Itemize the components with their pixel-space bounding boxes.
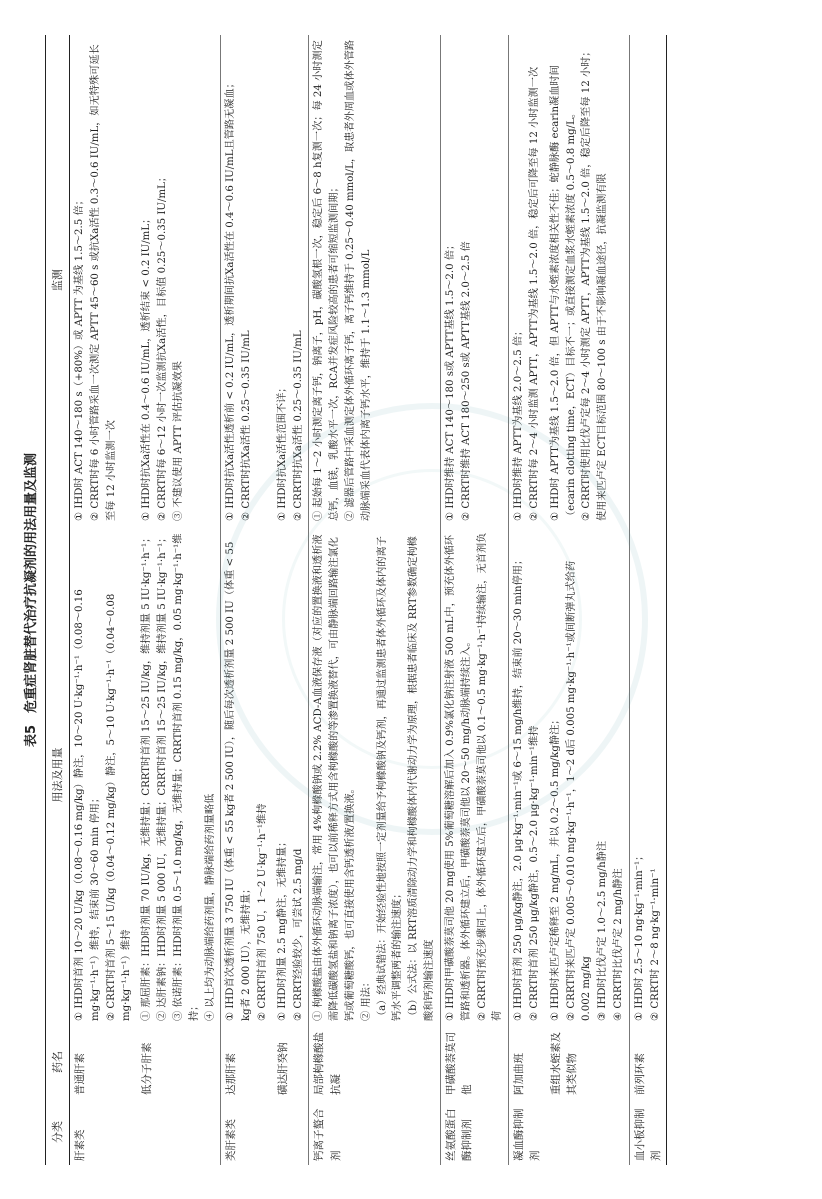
monitoring-line: ① 起始每 1～2 小时测定离子钙，钠离子，pH，碳酸氢根一次，稳定后 6～8 h复测一次；每 24 小时测定总钙，血镁，乳酸水平一次，RCA并发症风险较高的患者可缩短监测间期； [313, 40, 341, 521]
monitoring-cell [629, 35, 667, 525]
drug-category: 凝血酶抑制剂 [509, 1099, 546, 1165]
monitoring-line: ② CRRT时每 6～12 小时一次监测抗Xa活性，目标值 0.25～0.35 IU/mL； [157, 171, 169, 521]
usage-line: ② CRRT时预充步骤同上，体外循环建立后，甲磺酸萘莫司他以 0.1～0.5 mg·kg⁻¹·h⁻¹持续输注，无首剂负荷 [476, 532, 504, 1021]
table-caption [20, 35, 39, 1165]
monitoring-line: ② CRRT时抗Xa活性 0.25～0.35 IU/mL [241, 330, 253, 521]
usage-line: ① IHD时甲磺酸萘莫司他 20 mg使用 5%葡萄糖溶解后加入 0.9%氯化钠注射液 500 mL中，预充体外循环管路和透析器。体外循环建立后，甲磺酸萘莫司他以 20～50 mg/h动脉端持续注入。 [444, 535, 472, 1021]
usage-line: ② CRRT时 2～8 ng·kg⁻¹·min⁻¹ [649, 868, 661, 1021]
table-body [70, 35, 667, 1165]
table-row [137, 35, 221, 1165]
table-caption-title: 危重症肾脏替代治疗抗凝剂的用法用量及监测 [24, 452, 39, 713]
usage-line: ① IHD时首剂 250 μg/kg静注，2.0 μg·kg⁻¹·min⁻¹或 6～15 mg/h维持，结束前 20～30 min停用； [513, 554, 525, 1021]
monitoring-line: ③ 不建议使用 APTT 评估抗凝效果 [172, 361, 184, 521]
usage-line: （a）经典试错法：开始经验性地按照一定剂量给予枸橼酸钠及钙剂，再通过监测患者体外循环及体内的离子钙水平调整两者的输注速度； [376, 536, 404, 1021]
usage-line: ① IHD首次透析剂量 3 750 IU（体重 < 55 kg者 2 500 IU），随后每次透析剂量 2 500 IU（体重 < 55 kg者 2 000 IU），无维持量； [225, 541, 253, 1021]
table-row [509, 35, 546, 1165]
monitoring-cell [509, 35, 546, 525]
drug-category [546, 1099, 630, 1165]
table-row [70, 35, 138, 1165]
usage-line: ④ 以上均为动脉端给药剂量，静脉端给药剂量略低 [204, 793, 216, 1021]
usage-cell [309, 525, 441, 1025]
usage-line: ① IHD时 2.5～10 ng·kg⁻¹·min⁻¹； [633, 850, 645, 1021]
header-category: 分类 [46, 1099, 70, 1165]
monitoring-cell [440, 35, 508, 525]
usage-cell [70, 525, 138, 1025]
usage-line: ② CRRT时来匹卢定 0.005～0.010 mg·kg⁻¹·h⁻¹，1～2 d后 0.005 mg·kg⁻¹·h⁻¹或间断弹丸式给药 0.002 mg/kg [565, 560, 593, 1021]
monitoring-line: ② CRRT时每 6 小时管路采血一次测定 APTT 45～60 s 或抗Xa活性 0.3～0.6 IU/mL，如无特殊可延长至每 12 小时监测一次 [89, 44, 117, 521]
usage-line: ① IHD时剂量 2.5 mg静注，无维持量； [276, 836, 288, 1021]
monitoring-cell [137, 35, 221, 525]
drug-category [137, 1099, 221, 1165]
monitoring-line: ① IHD时抗Xa活性范围不详； [276, 382, 288, 521]
table-caption-number: 表5 [24, 724, 39, 748]
usage-line: ③ 依诺肝素：IHD时剂量 0.5～1.0 mg/kg，无维持量；CRRT时首剂 0.15 mg/kg，0.05 mg·kg⁻¹·h⁻¹维持； [172, 533, 200, 1021]
table-row [440, 35, 508, 1165]
usage-line: （b）公式法：以 RRT溶质清除动力学和枸橼酸体内代谢动力学为原理，根据患者临床及 RRT参数确定枸橼酸和钙剂输注速度 [408, 536, 436, 1021]
drug-name: 甲磺酸萘莫司他 [440, 1025, 508, 1099]
drug-category: 类肝素类 [221, 1099, 273, 1165]
usage-line: ① IHD时首剂 10～20 U/kg（0.08～0.16 mg/kg）静注，10～20 U·kg⁻¹·h⁻¹（0.08～0.16 mg·kg⁻¹·h⁻¹）维持，结束前 30～60 min 停用； [74, 589, 101, 1021]
usage-cell [221, 525, 273, 1025]
usage-line: ① 枸橼酸盐由体外循环动脉端输注，常用 4%枸橼酸钠或 2.2% ACD-A血液保存液（对应的置换液和透析液需降低碳酸氢盐和钠离子浓度），也可以前稀释方式用含枸橼酸的等渗置换液替代，可由静脉端回路输注氯化钙或葡萄糖酸钙，也可直接使用含钙透析液/置换液。 [313, 534, 357, 1021]
monitoring-line: ① IHD时 ACT 140～180 s（+80%）或 APTT 为基线 1.5～2.5 倍； [74, 195, 86, 521]
usage-cell [273, 525, 309, 1025]
drug-name: 磺达肝癸钠 [276, 1042, 289, 1095]
table-header-row [46, 35, 70, 1165]
monitoring-line: ① IHD时维持 ACT 140～180 s或 APTT基线 1.5～2.0 倍； [444, 239, 456, 521]
monitoring-line: ② CRRT时使用比伐卢定每 2～4 小时测定 APTT，APTT为基线 1.5～2.0 倍，稳定后降至每 12 小时；使用来匹卢定 ECT目标范围 80～100 s 由于不影响凝血途径，抗凝监测有限 [581, 46, 609, 521]
table-row [309, 35, 441, 1165]
drug-name: 低分子肝素 [141, 1042, 154, 1095]
usage-line: ② CRRT时首剂 5～15 U/kg（0.04～0.12 mg/kg）静注，5～10 U·kg⁻¹·h⁻¹（0.04～0.08 mg·kg⁻¹·h⁻¹）维持 [105, 593, 133, 1021]
anticoagulant-table [45, 35, 667, 1165]
usage-cell [509, 525, 546, 1025]
usage-line: ② CRRT经验较少，可尝试 2.5 mg/d [292, 848, 304, 1021]
monitoring-line: ① IHD时 APTT为基线 1.5～2.0 倍，但 APTT与水蛭素浓度相关性不佳；蛇静脉酶 ecarin凝血时间（ecarin clotting time，ECT）目标不一；或直接测定血浆水蛭素浓度 0.5～0.8 mg/L。 [549, 65, 577, 521]
drug-category: 血小板抑制剂 [629, 1099, 667, 1165]
usage-line: ① IHD时来匹卢定稀释至 2 mg/mL，并以 0.2～0.5 mg/kg静注； [549, 714, 561, 1021]
drug-category: 钙离子螯合剂 [309, 1099, 441, 1165]
usage-line: ④ CRRT时比伐卢定 2 mg/h静注 [612, 868, 624, 1021]
monitoring-cell [309, 35, 441, 525]
table-row [629, 35, 667, 1165]
drug-name: 普通肝素 [74, 1053, 87, 1095]
monitoring-line: ② 滤器后管路中采血测定体外循环离子钙，离子钙维持于 0.25～0.40 mmol/L，取患者外周血或体外管路动脉端采血代表体内离子钙水平，维持于 1.1～1.3 mmol/L [345, 39, 372, 521]
drug-name: 前列环素 [629, 1025, 667, 1099]
header-usage: 用法及用量 [46, 525, 70, 1025]
monitoring-line: ② CRRT时维持 ACT 180～250 s或 APTT基线 2.0～2.5 倍 [460, 241, 472, 521]
monitoring-cell [221, 35, 273, 525]
monitoring-cell [70, 35, 138, 525]
monitoring-line: ② CRRT时抗Xa活性 0.25～0.35 IU/mL [292, 330, 304, 521]
drug-category: 丝氨酸蛋白酶抑制剂 [440, 1099, 508, 1165]
drug-name: 局部枸橼酸盐抗凝 [309, 1025, 441, 1099]
monitoring-cell [273, 35, 309, 525]
monitoring-cell [546, 35, 630, 525]
usage-cell [546, 525, 630, 1025]
usage-line: ② CRRT时首剂 250 μg/kg静注，0.5～2.0 μg·kg⁻¹·min⁻¹维持 [528, 725, 540, 1021]
drug-name: 重组水蛭素及其类似物 [549, 1032, 578, 1095]
usage-line: ② CRRT时首剂 750 U，1～2 U·kg⁻¹·h⁻¹维持 [256, 803, 268, 1021]
table-row [273, 35, 309, 1165]
drug-name: 阿加曲班 [509, 1025, 546, 1099]
drug-category: 肝素类 [74, 1129, 87, 1161]
usage-cell [137, 525, 221, 1025]
monitoring-line: ① IHD时抗Xa活性在 0.4～0.6 IU/mL，透析结束 < 0.2 IU/mL； [141, 213, 153, 521]
monitoring-line: ② CRRT时每 2～4 小时监测 APTT，APTT为基线 1.5～2.0 倍，稳定后可降至每 12 小时监测一次 [528, 66, 540, 521]
rotated-table-wrapper [16, 35, 806, 1165]
usage-cell [629, 525, 667, 1025]
table-row [546, 35, 630, 1165]
drug-category [273, 1099, 309, 1165]
usage-line: ③ IHD时比伐卢定 1.0～2.5 mg/h静注 [597, 840, 609, 1021]
table-row [221, 35, 273, 1165]
usage-cell [440, 525, 508, 1025]
usage-line: ② 达肝素钠：IHD时剂量 5 000 IU，无维持量；CRRT时首剂 15～25 IU/kg，维持剂量 5 IU·kg⁻¹·h⁻¹； [157, 532, 169, 1021]
header-monitoring: 监测 [46, 35, 70, 525]
header-drug-name: 药名 [46, 1025, 70, 1099]
drug-name: 达那肝素 [221, 1025, 273, 1099]
usage-line: ② 用法： [360, 977, 372, 1021]
usage-line: ① 那屈肝素：IHD时剂量 70 IU/kg，无维持量；CRRT时首剂 15～25 IU/kg，维持剂量 5 IU·kg⁻¹·h⁻¹； [141, 532, 153, 1021]
monitoring-line: ① IHD时抗Xa活性透析前 < 0.2 IU/mL，透析期间抗Xa活性在 0.4～0.6 IU/mL且管路无凝血； [225, 78, 237, 521]
monitoring-line: ① IHD时维持 APTT为基线 2.0～2.5 倍； [513, 325, 525, 521]
